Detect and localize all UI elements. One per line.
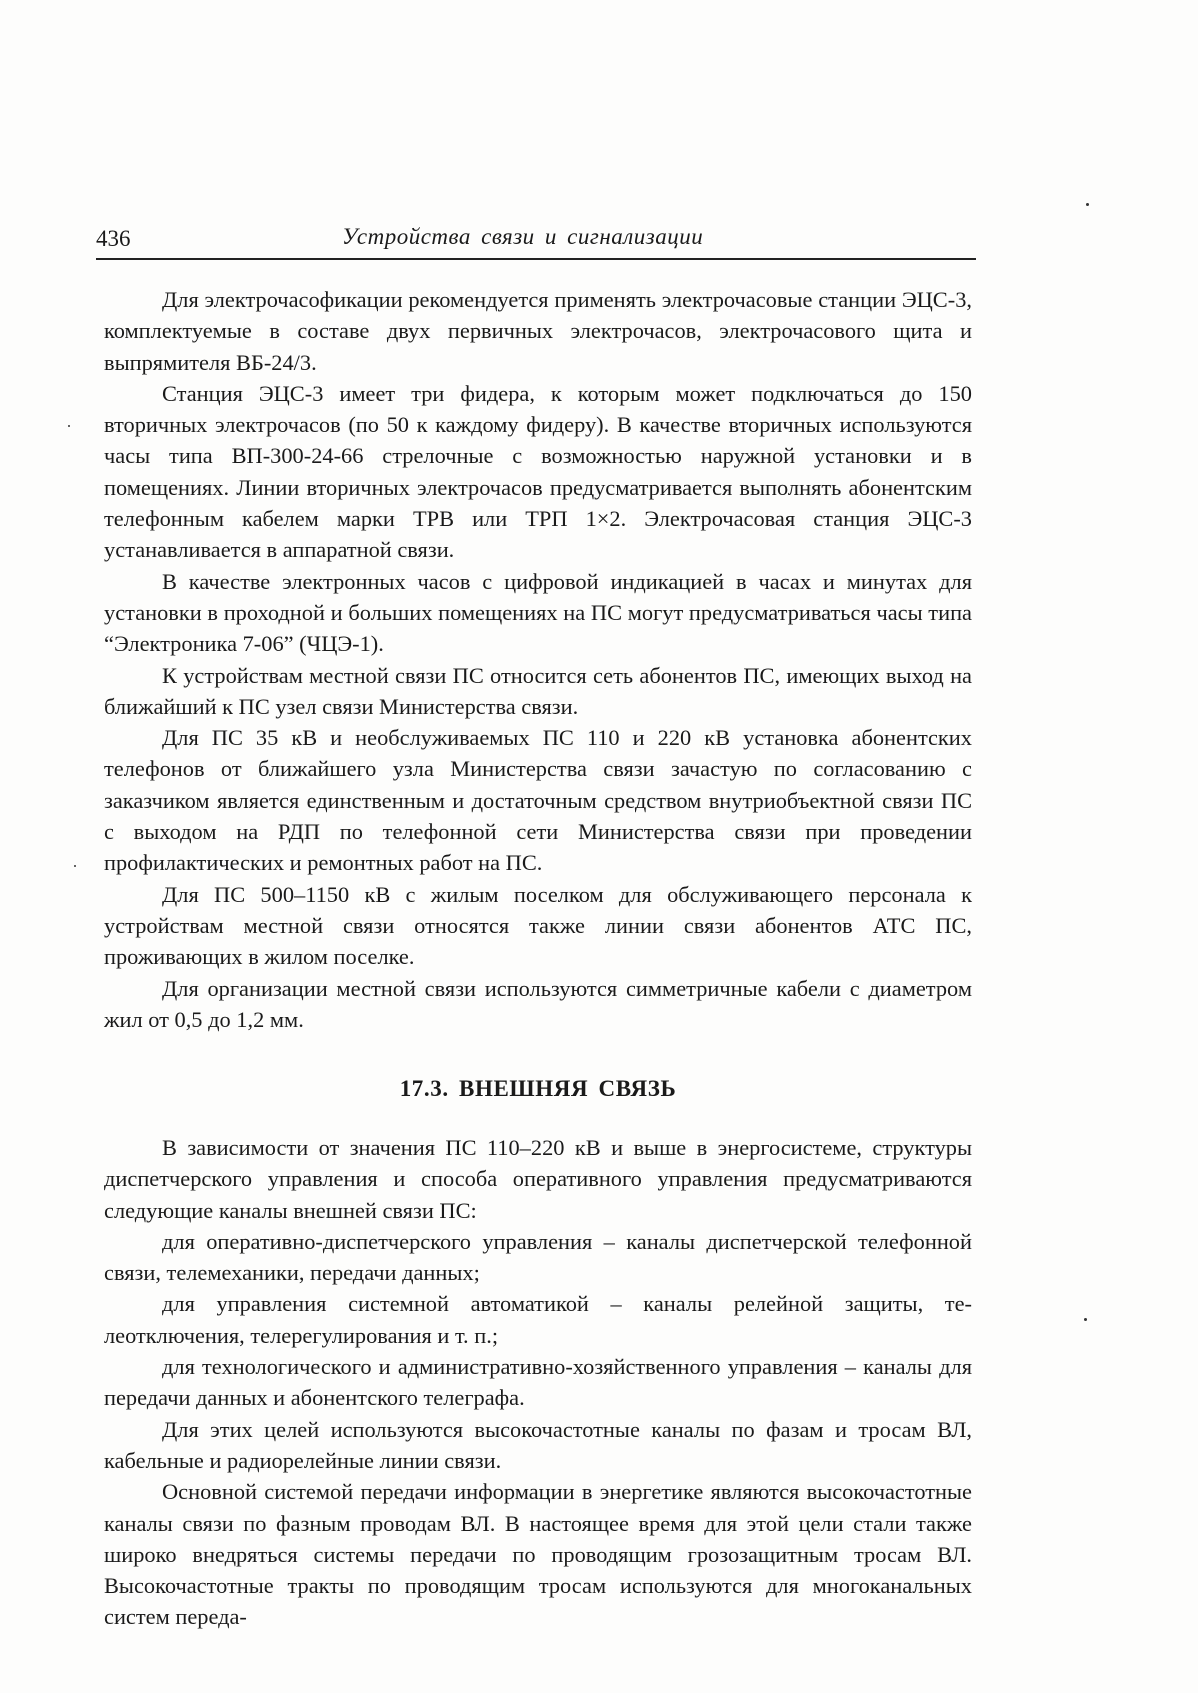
scan-speck (1084, 1318, 1087, 1321)
paragraph: В зависимости от значения ПС 110–220 кВ и выше в энергосистеме, структуры диспетчерского управления и способа оперативного управления предусматриваются следующие каналы внешней связи ПС: (104, 1135, 972, 1223)
list-paragraph: для оперативно-диспетчерского управления – каналы диспетчерской телефонной связи, телемеханики, передачи данных; (104, 1228, 972, 1286)
paragraph: Для этих целей используются высокочастотные каналы по фазам и тросам ВЛ, кабельные и радиорелейные линии связи. (104, 1416, 972, 1473)
scan-speck (74, 865, 76, 867)
page-header (96, 222, 976, 260)
body-text-section-2 (104, 1132, 972, 1633)
page-number: 436 (96, 226, 131, 251)
paragraph: Для организации местной связи используются симметричные кабели с диаметром жил от 0,5 до 1,2 мм. (104, 975, 972, 1032)
paragraph: Основной системой передачи информации в энергетике являются высокочастотные каналы связи по фазным проводам ВЛ. В настоящее время для этой цели стали также широко внедряться системы передачи по проводящим грозозащитным тросам ВЛ. Высокочастотные тракты по проводящим тросам используются для многоканальных систем переда- (104, 1479, 972, 1630)
paragraph: Для ПС 35 кВ и необслуживаемых ПС 110 и 220 кВ установка абонентских телефонов от ближайшего узла Министерства связи зачастую по согласованию с заказчиком является единственным и достаточным средством внутриобъектной связи ПС с выходом на РДП по телефонной сети Министерства связи при проведении профилактических и ремонтных работ на ПС. (104, 725, 972, 876)
paragraph: К устройствам местной связи ПС относится сеть абонентов ПС, имеющих выход на ближайший к ПС узел связи Министерства связи. (104, 662, 972, 719)
scan-speck (1086, 203, 1089, 206)
scan-speck (68, 425, 70, 427)
list-paragraph: для технологического и административно-хозяйственного управления – каналы для передачи данных и абонентского телеграфа. (104, 1354, 972, 1411)
section-heading: 17.3. ВНЕШНЯЯ СВЯЗЬ (399, 1076, 677, 1101)
paragraph: В качестве электронных часов с цифровой индикацией в часах и минутах для установки в проходной и больших помещениях на ПС могут предусматриваться часы типа “Электроника 7-06” (ЧЦЭ-1). (104, 568, 972, 657)
paragraph: Станция ЭЦС-3 имеет три фидера, к которым может подключаться до 150 вторичных электрочасов (по 50 к каждому фидеру). В качестве вторичных используются часы типа ВП-300-24-66 стрелочные с возможностью наружной установки и в помещениях. Линии вторичных электрочасов предусматривается выполнять абонентским телефонным кабелем марки ТРВ или ТРП 1×2. Электрочасовая станция ЭЦС-3 устанавливается в аппаратной связи. (104, 380, 972, 563)
running-title: Устройства связи и сигнализации (342, 224, 704, 249)
body-text-section-1 (104, 284, 972, 1035)
paragraph: Для ПС 500–1150 кВ с жилым поселком для обслуживающего персонала к устройствам местной связи относятся также линии связи абонентов АТС ПС, проживающих в жилом поселке. (104, 881, 972, 970)
paragraph: Для электрочасофикации рекомендуется применять электрочасовые станции ЭЦС-3, комплектуемые в составе двух первичных электрочасов, электрочасового щита и выпрямителя ВБ-24/3. (104, 287, 972, 375)
list-paragraph: для управления системной автоматикой – каналы релейной защиты, телеотключения, телерегулирования и т. п.; (104, 1291, 972, 1348)
